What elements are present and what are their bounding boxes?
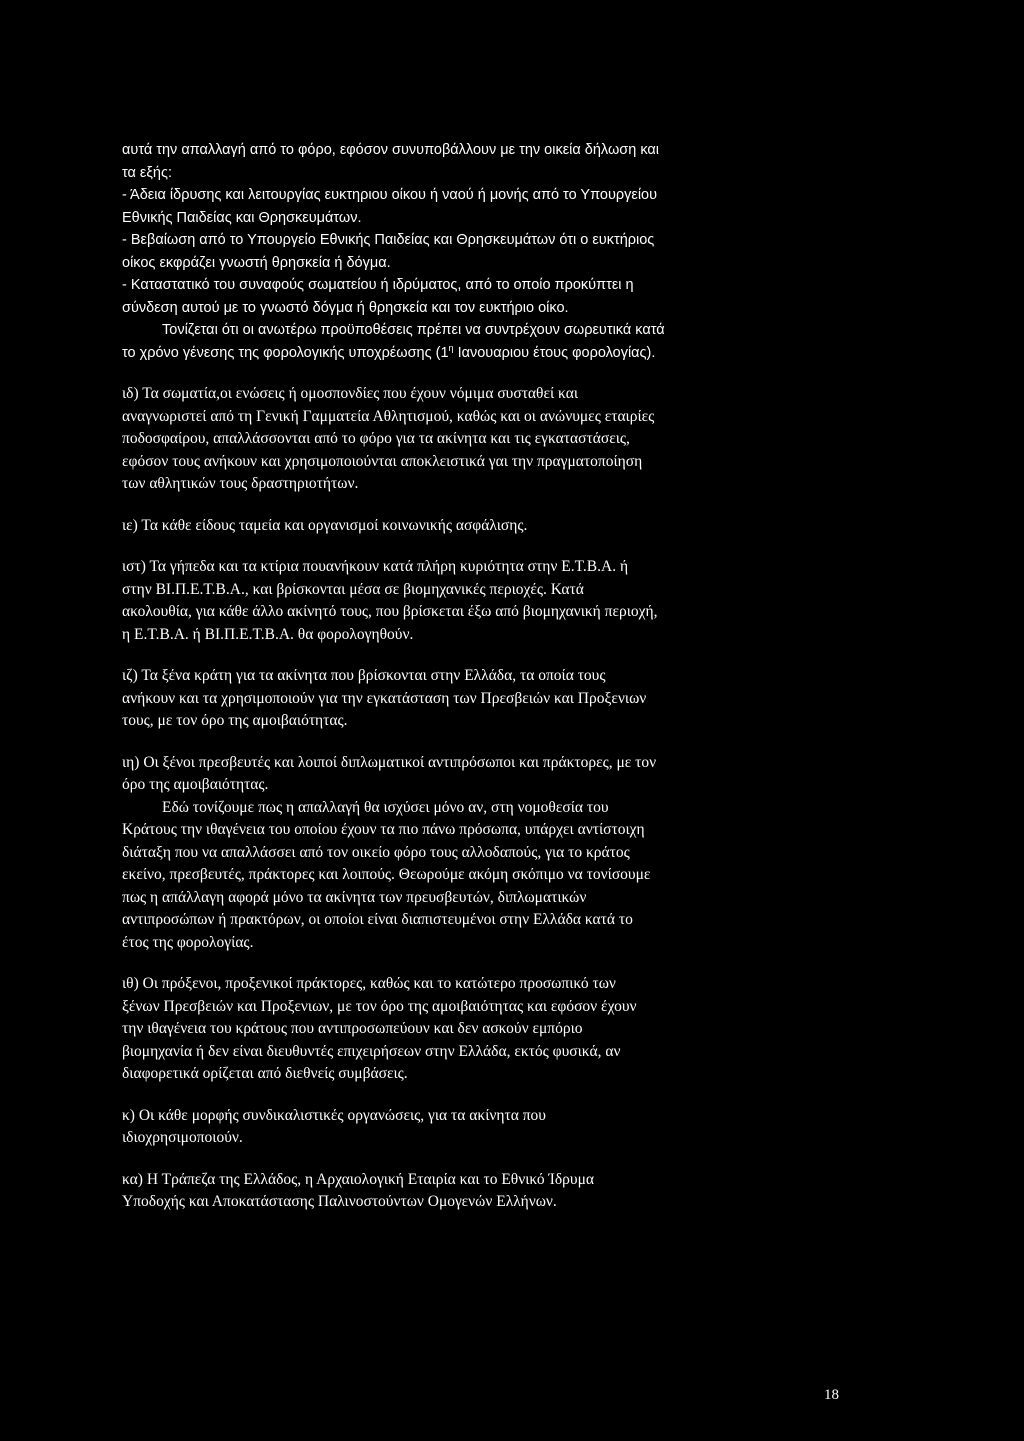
- paragraph-gap: [122, 646, 842, 665]
- text-line: ιη) Οι ξένοι πρεσβευτές και λοιποί διπλωματικοί αντιπρόσωποι και πράκτορες, με τον: [122, 753, 657, 771]
- text-line: Υποδοχής και Αποκατάστασης Παλινοστούντων Ομογενών Ελλήνων.: [122, 1193, 557, 1210]
- section-ist: [122, 556, 842, 646]
- text-line: όρο της αμοιβαιότητας.: [122, 776, 269, 793]
- text-line: την ιθαγένεια του κράτους που αντιπροσωπεύουν και δεν ασκούν εμπόριο: [122, 1020, 583, 1037]
- text-line: ιδ) Τα σωματία,οι ενώσεις ή ομοσπονδίες που έχουν νόμιμα συσταθεί και: [122, 385, 579, 402]
- intro-paragraph: [122, 139, 842, 364]
- text-line: ιθ) Οι πρόξενοι, προξενικοί πράκτορες, καθώς και το κατώτερο προσωπικό των: [122, 975, 616, 992]
- text-line: των αθλητικών τους δραστηριοτήτων.: [122, 475, 359, 492]
- text-line: ποδοσφαίρου, απαλλάσσονται από το φόρο για τα ακίνητα και τις εγκαταστάσεις,: [122, 430, 630, 447]
- page-number: 18: [824, 1387, 839, 1403]
- text-line: ακολουθία, για κάθε άλλο ακίνητό τους, που βρίσκεται έξω από βιομηχανική περιοχή,: [122, 603, 658, 620]
- text-line: διάταξη που να απαλλάσσει από τον οικείο φόρο τους αλλοδαπούς, για το κράτος: [122, 843, 630, 861]
- text-line: Εθνικής Παιδείας και Θρησκευμάτων.: [122, 209, 362, 226]
- section-ith: [122, 973, 842, 1086]
- text-line: - Βεβαίωση από το Υπουργείο Εθνικής Παιδείας και Θρησκευμάτων ότι ο ευκτήριος: [122, 232, 655, 248]
- text-line: οίκος εκφράζει γνωστή θρησκεία ή δόγμα.: [122, 254, 391, 271]
- paragraph-gap: [122, 496, 842, 515]
- text-line: ιζ) Τα ξένα κράτη για τα ακίνητα που βρίσκονται στην Ελλάδα, τα οποία τους: [122, 667, 606, 684]
- text-line: ανήκουν και τα χρησιμοποιούν για την εγκατάσταση των Πρεσβειών και Προξενιων: [122, 689, 647, 707]
- text-line: εκείνο, πρεσβευτές, πράκτορες και λοιπούς. Θεωρούμε ακόμη σκόπιμο να τονίσουμε: [122, 866, 651, 883]
- text-line: πως η απάλλαγη αφορά μόνο τα ακίνητα των πρευσβευτών, διπλωματικών: [122, 888, 587, 906]
- paragraph-gap: [122, 733, 842, 752]
- text-line: ιδιοχρησιμοποιούν.: [122, 1129, 243, 1146]
- text-line: Κράτους την ιθαγένεια του οποίου έχουν τα πιο πάνω πρόσωπα, υπάρχει αντίστοιχη: [122, 821, 645, 838]
- text-fragment: το χρόνο γένεσης της φορολογικής υποχρέωσης (1: [122, 344, 449, 361]
- text-line: εφόσον τους ανήκουν και χρησιμοποιούνται αποκλειστικά γαι την πραγματοποίηση: [122, 452, 643, 470]
- text-line: τα εξής:: [122, 164, 172, 181]
- text-line: κ) Οι κάθε μορφής συνδικαλιστικές οργανώσεις, για τα ακίνητα που: [122, 1106, 546, 1124]
- paragraph-gap: [122, 1150, 842, 1169]
- superscript: η: [448, 342, 454, 353]
- text-line: - Άδεια ίδρυσης και λειτουργίας ευκτηριου οίκου ή ναού ή μονής από το Υπουργείου: [122, 187, 658, 203]
- text-line: ιε) Τα κάθε είδους ταμεία και οργανισμοί κοινωνικής ασφάλισης.: [122, 516, 528, 534]
- text-line: κα) Η Τράπεζα της Ελλάδος, η Αρχαιολογική Εταιρία και το Εθνικό Ίδρυμα: [122, 1170, 595, 1188]
- text-line: στην ΒΙ.Π.Ε.Τ.Β.Α., και βρίσκονται μέσα σε βιομηχανικές περιοχές. Κατά: [122, 580, 584, 598]
- text-fragment: Ιανουαριου έτους φορολογίας).: [453, 344, 656, 361]
- text-line: τους, με τον όρο της αμοιβαιότητας.: [122, 712, 348, 729]
- section-ka: [122, 1169, 842, 1214]
- text-line: αναγνωριστεί από τη Γενική Γαμματεία Αθλητισμού, καθώς και οι ανώνυμες εταιρίες: [122, 407, 655, 425]
- section-ih: [122, 752, 842, 955]
- paragraph-gap: [122, 1086, 842, 1105]
- text-line: διαφορετικά ορίζεται από διεθνείς συμβάσεις.: [122, 1065, 408, 1082]
- paragraph-gap: [122, 364, 842, 383]
- text-line: - Καταστατικό του συναφούς σωματείου ή ιδρύματος, από το οποίο προκύπτει η: [122, 277, 634, 293]
- text-line: [122, 342, 842, 365]
- text-line: έτος της φορολογίας.: [122, 933, 254, 951]
- text-line: ιστ) Τα γήπεδα και τα κτίρια πουανήκουν κατά πλήρη κυριότητα στην Ε.Τ.Β.Α. ή: [122, 558, 629, 575]
- document-body: [122, 139, 842, 1214]
- text-line: η Ε.Τ.Β.Α. ή ΒΙ.Π.Ε.Τ.Β.Α. θα φορολογηθούν.: [122, 625, 414, 643]
- section-k: [122, 1105, 842, 1150]
- text-line: αντιπροσώπων ή πρακτόρων, οι οποίοι είναι διαπιστευμένοι στην Ελλάδα κατά το: [122, 911, 633, 928]
- section-ie: [122, 515, 842, 538]
- text-line: αυτά την απαλλαγή από το φόρο, εφόσον συνυποβάλλουν με την οικεία δήλωση και: [122, 142, 659, 158]
- text-line: ξένων Πρεσβειών και Προξενιων, με τον όρο της αμοιβαιότητας και εφόσον έχουν: [122, 997, 637, 1015]
- text-line: Εδώ τονίζουμε πως η απαλλαγή θα ισχύσει μόνο αν, στη νομοθεσία του: [162, 798, 609, 816]
- paragraph-gap: [122, 537, 842, 556]
- text-line: Τονίζεται ότι οι ανωτέρω προϋποθέσεις πρέπει να συντρέχουν σωρευτικά κατά: [162, 322, 665, 338]
- section-id: [122, 383, 842, 496]
- text-line: σύνδεση αυτού με το γνωστό δόγμα ή θρησκεία και τον ευκτήριο οίκο.: [122, 299, 569, 316]
- section-iz: [122, 665, 842, 733]
- paragraph-gap: [122, 954, 842, 973]
- text-line: βιομηχανία ή δεν είναι διευθυντές επιχειρήσεων στην Ελλάδα, εκτός φυσικά, αν: [122, 1042, 621, 1060]
